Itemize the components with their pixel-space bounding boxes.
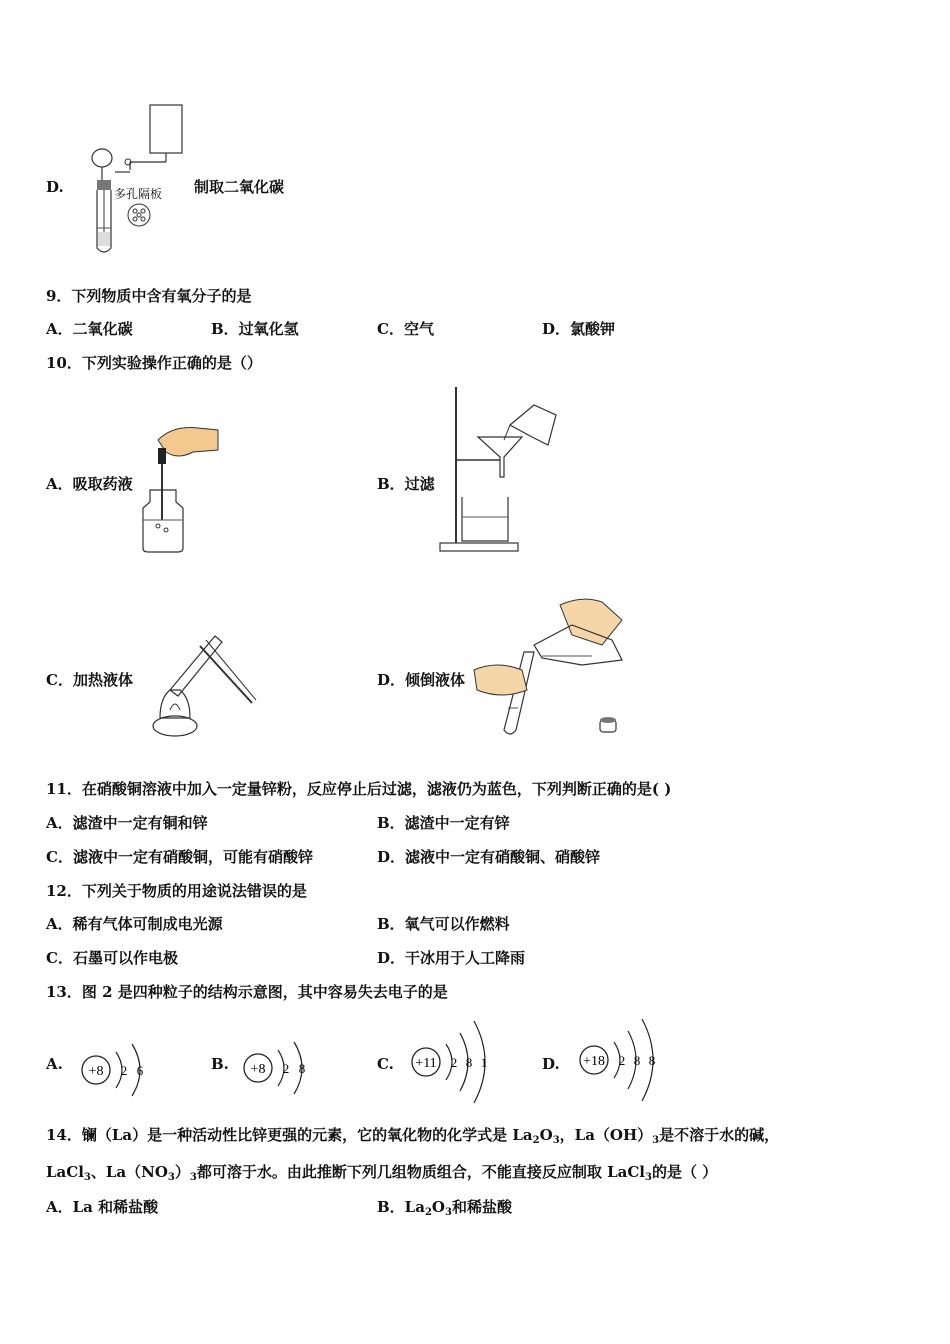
q8-option-d-text: 制取二氧化碳	[194, 178, 285, 196]
q14-option-b: B．$La_2O_3$和稀盐酸	[377, 1198, 512, 1218]
q10-stem: 10．下列实验操作正确的是（）	[46, 354, 262, 372]
atom-diagram-a	[78, 1030, 158, 1110]
q8-option-d-letter: D.	[46, 178, 64, 196]
q14-option-a: A．La 和稀盐酸	[46, 1198, 159, 1216]
q11-option-a: A．滤渣中一定有铜和锌	[46, 814, 208, 832]
atom-d-nucleus: +18	[583, 1054, 605, 1069]
porous-plate-label: 多孔隔板	[114, 187, 163, 201]
filtration-figure	[438, 385, 558, 555]
q10-option-c: C．加热液体	[46, 671, 133, 689]
q10-option-a: A．吸取药液	[46, 475, 133, 493]
atom-a-shell-1: 2	[120, 1063, 128, 1078]
atom-c-shell-1: 2	[450, 1055, 458, 1070]
q10-option-b: B．过滤	[377, 475, 435, 493]
q13-stem: 13．图 2 是四种粒子的结构示意图，其中容易失去电子的是	[46, 983, 448, 1001]
atom-diagram-b	[240, 1030, 320, 1110]
q12-option-b: B．氧气可以作燃料	[377, 915, 510, 933]
q9-stem: 9．下列物质中含有氧分子的是	[46, 287, 252, 305]
q9-option-d: D．氯酸钾	[542, 320, 616, 338]
q11-stem: 11．在硝酸铜溶液中加入一定量锌粉，反应停止后过滤，滤液仍为蓝色，下列判断正确的是( )	[46, 780, 672, 798]
dropper-figure	[138, 420, 223, 555]
q11-option-b: B．滤渣中一定有锌	[377, 814, 510, 832]
atom-c-shell-2: 8	[465, 1055, 473, 1070]
q12-option-d: D．干冰用于人工降雨	[377, 949, 526, 967]
q13-option-c-letter: C.	[377, 1055, 394, 1073]
q13-option-d-letter: D.	[542, 1055, 560, 1073]
q9-option-a: A．二氧化碳	[46, 320, 133, 338]
atom-b-nucleus: +8	[250, 1062, 266, 1077]
q14-stem-line-2: LaCl$_3$、$La(NO_3)_3$都可溶于水。由此推断下列几组物质组合，不能直接反应制取 LaCl$_3$的是（ ）	[46, 1163, 718, 1183]
atom-d-shell-2: 8	[633, 1053, 641, 1068]
atom-diagram-c	[408, 1015, 498, 1110]
q10-option-d: D．倾倒液体	[377, 671, 466, 689]
heating-liquid-figure	[140, 628, 260, 743]
q12-option-a: A．稀有气体可制成电光源	[46, 915, 223, 933]
atom-a-shell-2: 6	[136, 1063, 144, 1078]
q11-option-c: C．滤液中一定有硝酸铜，可能有硝酸锌	[46, 848, 313, 866]
atom-diagram-d	[576, 1015, 666, 1110]
pouring-liquid-figure	[472, 590, 632, 740]
atom-d-shell-3: 8	[648, 1053, 656, 1068]
atom-b-shell-2: 8	[298, 1061, 306, 1076]
q9-option-c: C．空气	[377, 320, 434, 338]
atom-c-shell-3: 1	[480, 1055, 488, 1070]
atom-b-shell-1: 2	[282, 1061, 290, 1076]
co2-apparatus-figure	[85, 100, 195, 260]
q11-option-d: D．滤液中一定有硝酸铜、硝酸锌	[377, 848, 601, 866]
q12-option-c: C．石墨可以作电极	[46, 949, 178, 967]
q13-option-a-letter: A.	[46, 1055, 63, 1073]
atom-d-shell-1: 2	[618, 1053, 626, 1068]
q13-option-b-letter: B.	[211, 1055, 229, 1073]
atom-a-nucleus: +8	[88, 1064, 104, 1079]
q14-stem-line-1: 14．镧（La）是一种活动性比锌更强的元素，它的氧化物的化学式是 $La_2O_3$，$La(OH)_3$是不溶于水的碱，	[46, 1126, 780, 1146]
atom-c-nucleus: +11	[415, 1056, 437, 1071]
q9-option-b: B．过氧化氢	[211, 320, 299, 338]
q12-stem: 12．下列关于物质的用途说法错误的是	[46, 882, 307, 900]
